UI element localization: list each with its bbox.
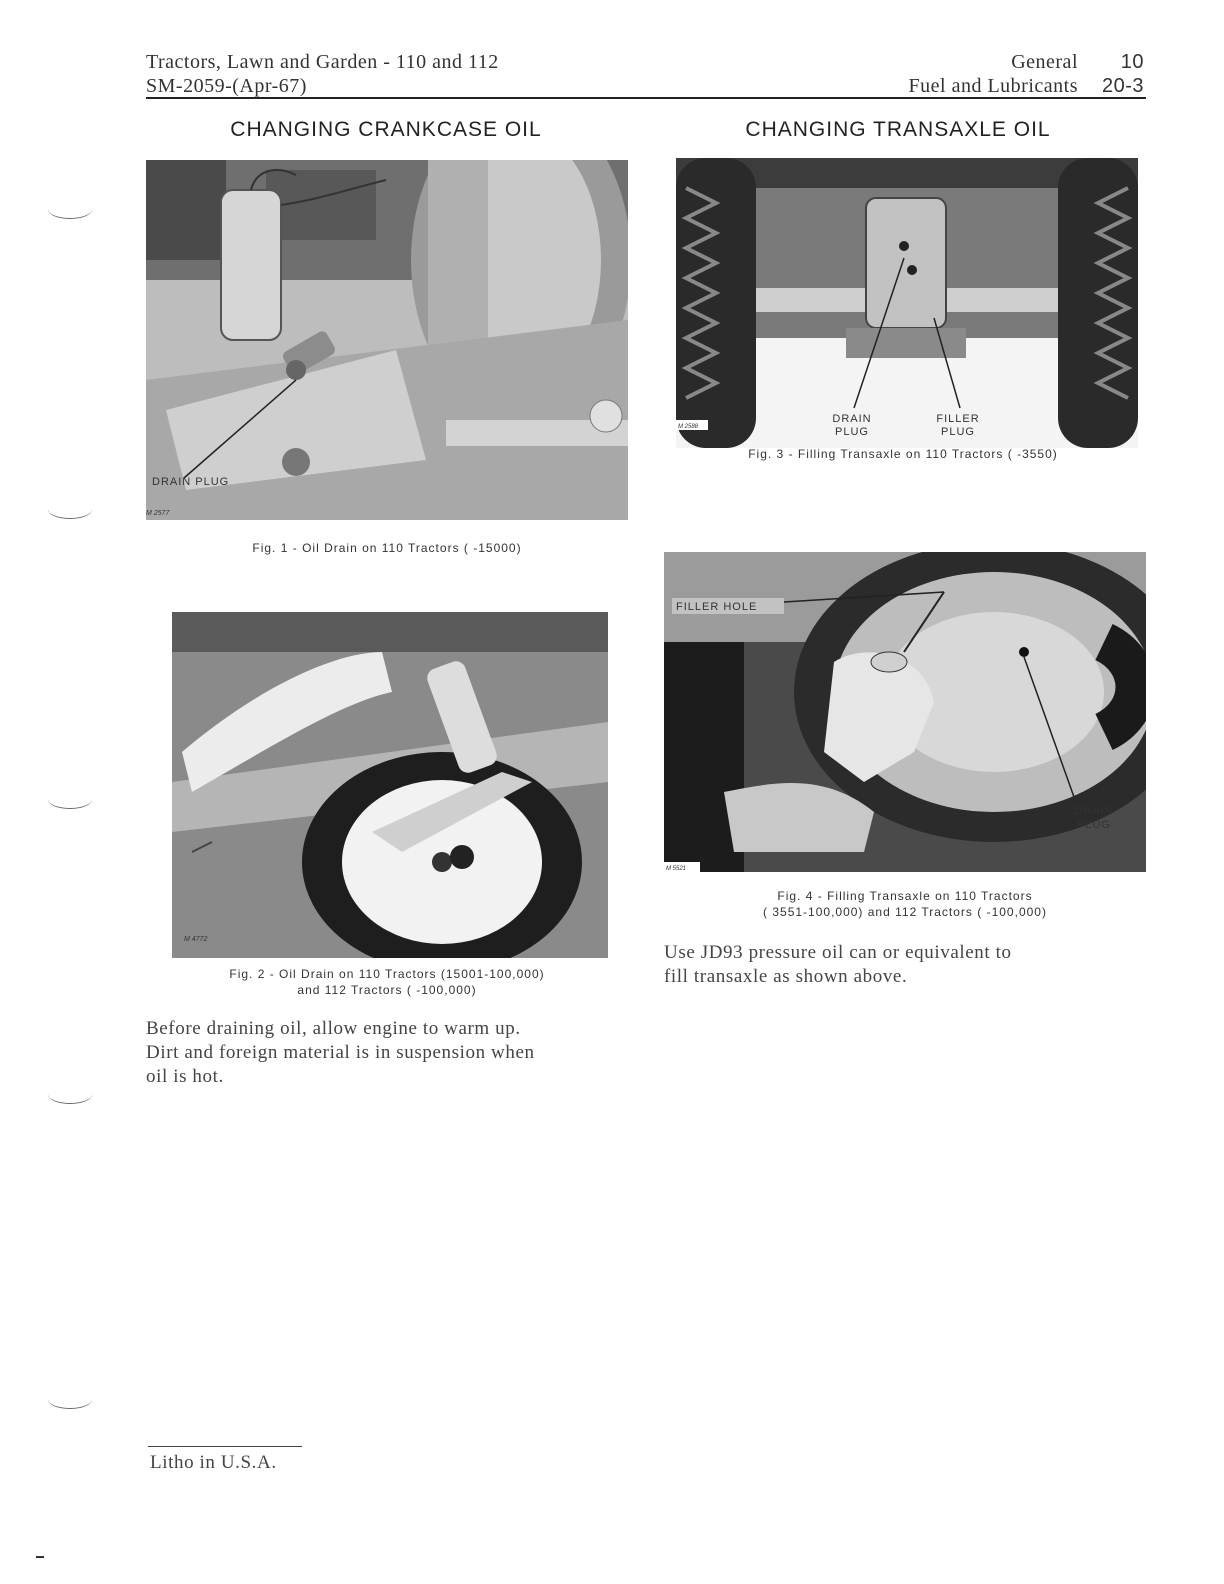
figure-4-caption-line-2: ( 3551-100,000) and 112 Tractors ( -100,000)	[763, 905, 1047, 919]
binder-hole-mark	[48, 1390, 92, 1409]
section-title-transaxle: CHANGING TRANSAXLE OIL	[745, 118, 1051, 141]
figure-3-photo	[676, 158, 1138, 448]
header-page-number: 20-3	[1101, 75, 1144, 97]
figure-1-caption: Fig. 1 - Oil Drain on 110 Tractors ( -15000)	[252, 541, 522, 555]
binder-hole-mark	[48, 200, 92, 219]
figure-3-caption: Fig. 3 - Filling Transaxle on 110 Tractors ( -3550)	[748, 447, 1058, 461]
paragraph-use-jd93-line-1: Use JD93 pressure oil can or equivalent to	[664, 942, 1012, 963]
figure-1-photo	[146, 160, 628, 520]
header-group-label: Fuel and Lubricants	[908, 75, 1078, 97]
header-section-label: General	[1011, 51, 1078, 73]
figure-2-photo	[172, 612, 608, 958]
binder-hole-mark	[48, 790, 92, 809]
figure-4-label-drain-plug: PLUG	[1077, 819, 1111, 831]
header-doc-number: SM-2059-(Apr-67)	[146, 75, 307, 97]
figure-3-label-drain: DRAIN	[832, 413, 872, 425]
paragraph-before-draining-line-3: oil is hot.	[146, 1066, 224, 1087]
figure-2-caption-line-1: Fig. 2 - Oil Drain on 110 Tractors (15001-100,000)	[229, 967, 545, 981]
figure-4-tag: M 5521	[666, 866, 687, 872]
figure-4-label-drain: DRAIN	[1074, 805, 1114, 817]
binder-hole-mark	[48, 500, 92, 519]
figure-2-caption-line-2: and 112 Tractors ( -100,000)	[297, 983, 477, 997]
paragraph-before-draining-line-1: Before draining oil, allow engine to warm up.	[146, 1018, 521, 1039]
figure-4-caption-line-1: Fig. 4 - Filling Transaxle on 110 Tractors	[777, 889, 1033, 903]
figure-3-label-drain-plug: PLUG	[835, 426, 869, 438]
footer-rule	[148, 1446, 302, 1447]
figure-4-label-filler-hole: FILLER HOLE	[676, 601, 758, 613]
paragraph-use-jd93-line-2: fill transaxle as shown above.	[664, 966, 908, 987]
header-rule	[146, 97, 1146, 99]
header-title: Tractors, Lawn and Garden - 110 and 112	[146, 51, 499, 73]
figure-3-label-filler-plug: PLUG	[941, 426, 975, 438]
figure-3-tag: M 2588	[678, 424, 699, 430]
figure-4-photo	[664, 552, 1146, 872]
figure-1-tag: M 2577	[146, 510, 170, 517]
figure-3-label-filler: FILLER	[936, 413, 980, 425]
paragraph-before-draining-line-2: Dirt and foreign material is in suspension when	[146, 1042, 535, 1063]
section-title-crankcase: CHANGING CRANKCASE OIL	[230, 118, 542, 141]
binder-hole-mark	[48, 1085, 92, 1104]
footer-litho: Litho in U.S.A.	[150, 1452, 277, 1473]
figure-1-label-drain-plug: DRAIN PLUG	[152, 476, 230, 488]
page-edge-mark	[36, 1556, 44, 1558]
figure-2-tag: M 4772	[184, 936, 208, 943]
header-section-number: 10	[1120, 51, 1144, 73]
